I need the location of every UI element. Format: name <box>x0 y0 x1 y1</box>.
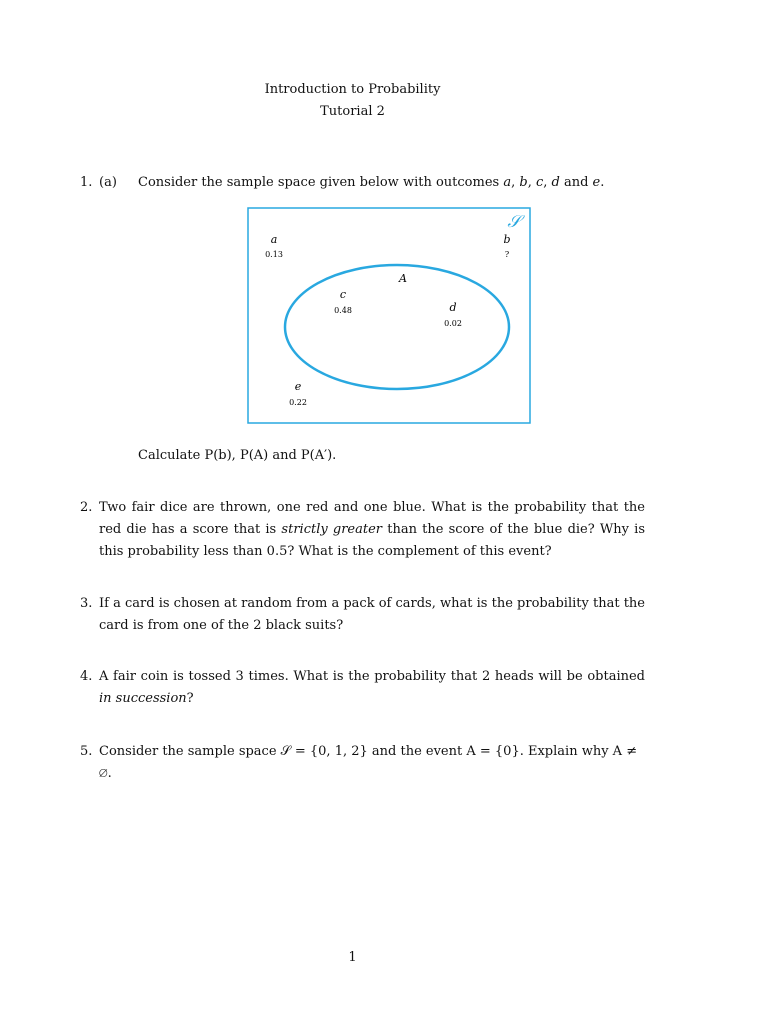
question-part: (a) <box>99 175 117 190</box>
document-subtitle: Tutorial 2 <box>320 104 385 119</box>
event-a-ellipse <box>285 265 509 389</box>
question-1-prompt: Calculate P(b), P(A) and P(A′). <box>138 448 337 463</box>
sample-space-label: 𝒮 <box>507 212 521 232</box>
question-number: 2. <box>80 500 93 515</box>
question-number: 3. <box>80 596 93 611</box>
sample-space-box <box>248 208 530 423</box>
question-text-lead: Two fair dice are thrown, one red and one blue. What is the probability that the red die has a score that is <box>99 500 645 537</box>
venn-outcome-e-prob: 0.22 <box>289 398 307 407</box>
outcome-e: e <box>592 175 601 190</box>
question-number: 5. <box>80 744 93 759</box>
venn-outcome-a-prob: 0.13 <box>265 250 283 259</box>
question-text-tail: than the score of the blue die? Why is this probability less than 0.5? What is the complement of this event? <box>99 522 646 559</box>
venn-svg <box>247 207 531 424</box>
question-5 <box>80 741 645 785</box>
outcome-c: c <box>535 175 544 190</box>
venn-outcome-d-name: d <box>449 301 457 314</box>
question-3 <box>80 593 645 637</box>
question-emphasis: in succession <box>99 691 187 706</box>
question-2 <box>80 497 645 563</box>
question-4 <box>80 666 645 710</box>
venn-outcome-c-name: c <box>339 288 347 301</box>
venn-diagram <box>247 207 531 424</box>
document-title: Introduction to Probability <box>264 82 441 97</box>
question-1 <box>80 172 645 194</box>
question-text: Consider the sample space 𝒮 = {0, 1, 2} and the event A = {0}. Explain why A ≠ ∅. <box>99 744 638 781</box>
venn-outcome-d-prob: 0.02 <box>444 319 462 328</box>
question-text-lead: A fair coin is tossed 3 times. What is the probability that 2 heads will be obtained <box>99 669 645 684</box>
question-number: 4. <box>80 669 93 684</box>
venn-outcome-e-name: e <box>294 380 302 393</box>
question-emphasis: strictly greater <box>281 522 383 537</box>
venn-outcome-b-prob: ? <box>504 250 510 259</box>
question-text: Consider the sample space given below with outcomes a, b, c, d and e. <box>138 175 605 190</box>
question-number: 1. <box>80 175 93 190</box>
question-text-tail: ? <box>186 691 194 706</box>
question-text <box>99 666 645 710</box>
page-number: 1 <box>348 950 357 965</box>
event-label: A <box>399 272 407 285</box>
outcome-a: a <box>503 175 512 190</box>
venn-outcome-c-prob: 0.48 <box>334 306 352 315</box>
outcome-b: b <box>519 175 528 190</box>
question-text-lead: Consider the sample space given below with outcomes <box>138 175 500 190</box>
venn-outcome-b-name: b <box>503 233 511 246</box>
question-text: If a card is chosen at random from a pack of cards, what is the probability that the card is from one of the 2 black suits? <box>99 596 645 633</box>
venn-outcome-a-name: a <box>270 233 278 246</box>
outcome-d: d <box>551 175 560 190</box>
question-text <box>99 497 645 563</box>
